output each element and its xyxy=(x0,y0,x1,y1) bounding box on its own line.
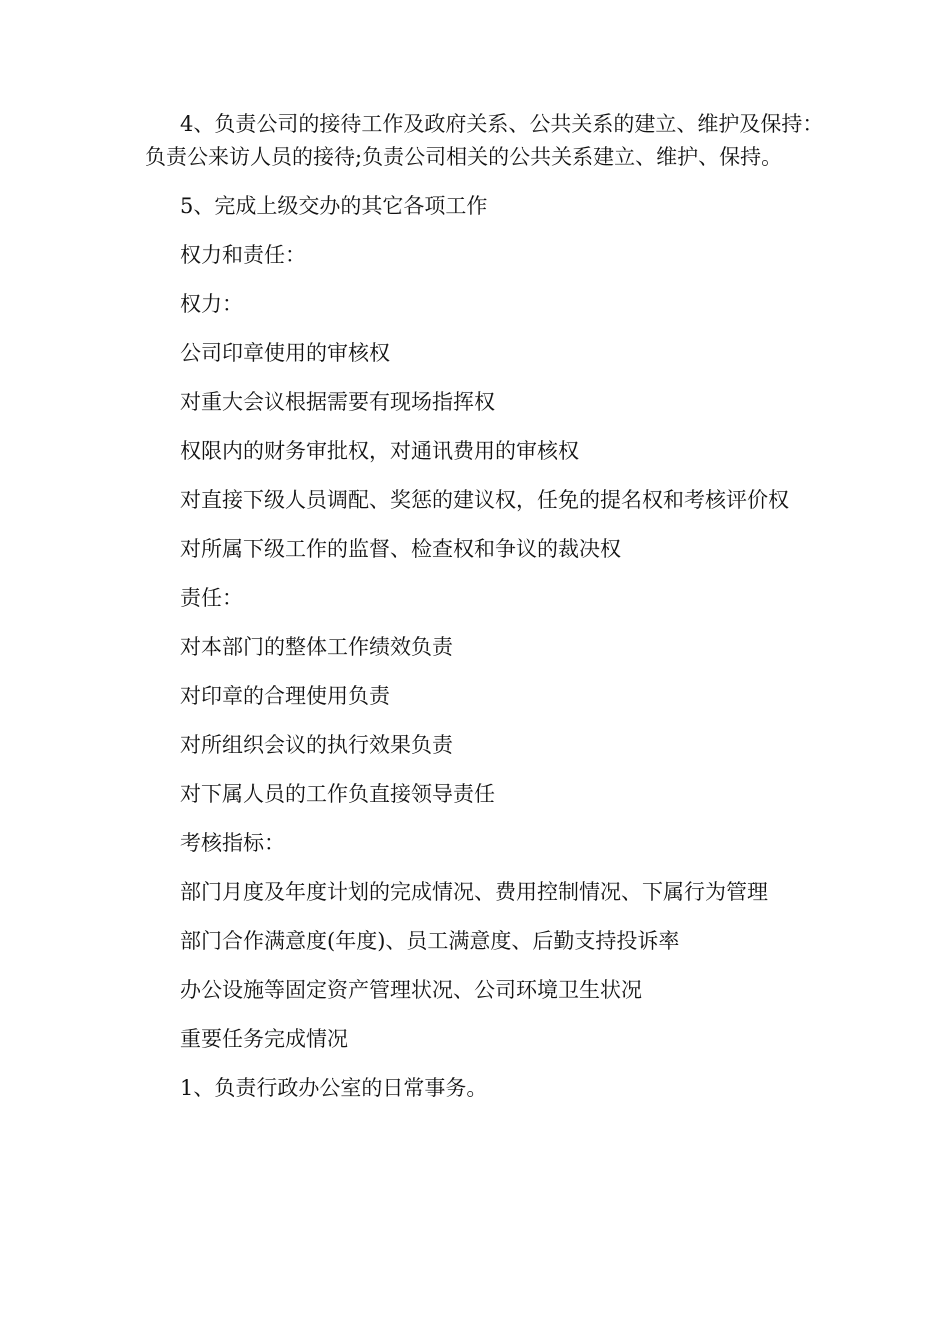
section-heading: 权力和责任： xyxy=(180,243,306,267)
list-item: 对所属下级工作的监督、检查权和争议的裁决权 xyxy=(180,537,621,561)
list-item: 对所组织会议的执行效果负责 xyxy=(180,733,453,757)
list-item: 办公设施等固定资产管理状况、公司环境卫生状况 xyxy=(180,978,642,1002)
list-item: 部门月度及年度计划的完成情况、费用控制情况、下属行为管理 xyxy=(180,880,768,904)
list-item: 部门合作满意度(年度)、员工满意度、后勤支持投诉率 xyxy=(180,929,680,953)
section-heading: 责任： xyxy=(180,586,243,610)
document-body xyxy=(145,108,825,1121)
list-item: 对直接下级人员调配、奖惩的建议权，任免的提名权和考核评价权 xyxy=(180,488,789,512)
list-item: 公司印章使用的审核权 xyxy=(180,341,390,365)
list-item: 对重大会议根据需要有现场指挥权 xyxy=(180,390,495,414)
section-heading: 考核指标： xyxy=(180,831,285,855)
list-item: 对印章的合理使用负责 xyxy=(180,684,390,708)
list-item: 对下属人员的工作负直接领导责任 xyxy=(180,782,495,806)
list-item: 重要任务完成情况 xyxy=(180,1027,348,1051)
paragraph: 1、负责行政办公室的日常事务。 xyxy=(180,1076,488,1100)
paragraph: 5、完成上级交办的其它各项工作 xyxy=(180,194,488,218)
section-heading: 权力： xyxy=(180,292,243,316)
paragraph: 4、负责公司的接待工作及政府关系、公共关系的建立、维护及保持：负责公来访人员的接待;负责公司相关的公共关系建立、维护、保持。 xyxy=(145,112,824,169)
list-item: 权限内的财务审批权，对通讯费用的审核权 xyxy=(180,439,579,463)
list-item: 对本部门的整体工作绩效负责 xyxy=(180,635,453,659)
